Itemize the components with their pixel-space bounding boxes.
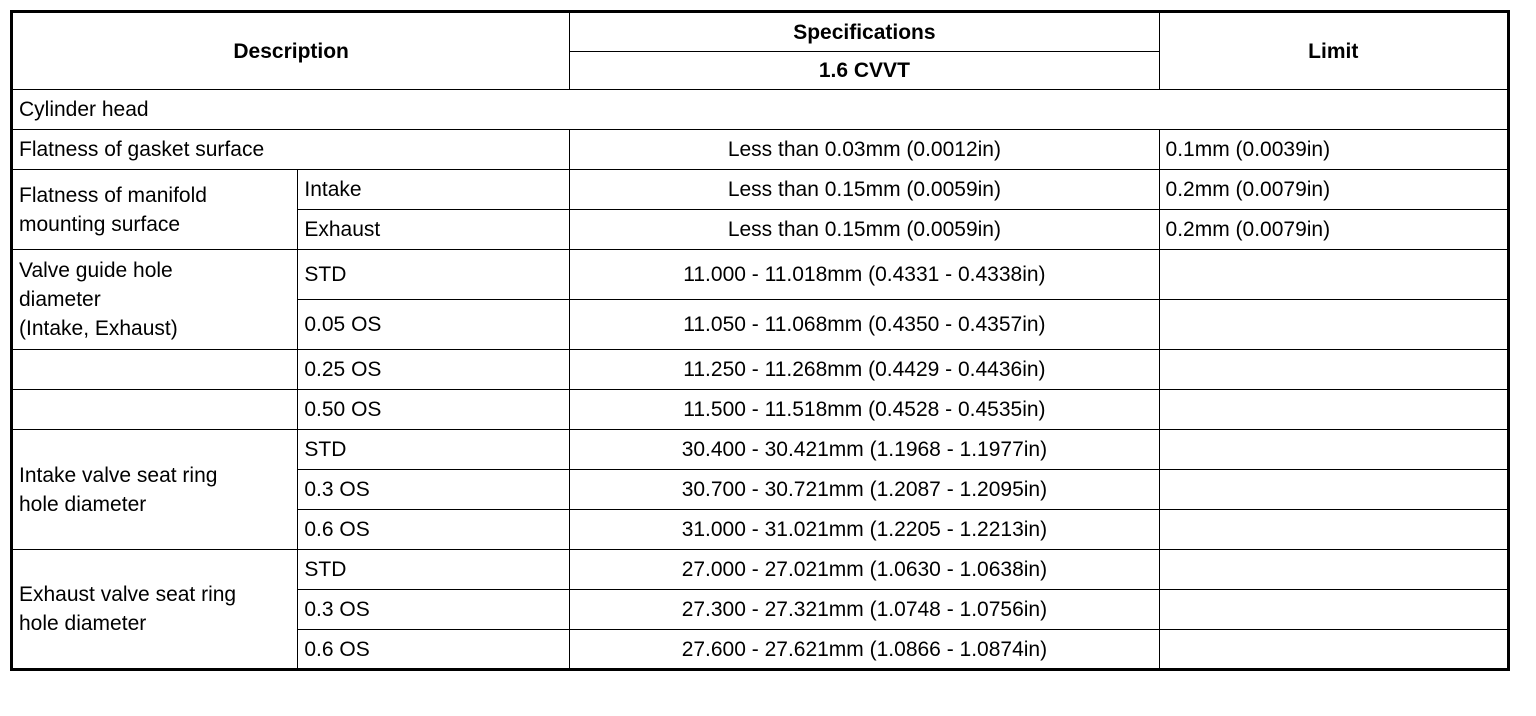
- row-spec: 11.500 - 11.518mm (0.4528 - 0.4535in): [570, 390, 1159, 430]
- row-limit: [1159, 550, 1508, 590]
- row-sub: 0.25 OS: [298, 350, 570, 390]
- row-spec: Less than 0.03mm (0.0012in): [570, 130, 1159, 170]
- table-row: [12, 390, 1509, 430]
- row-spec: 30.700 - 30.721mm (1.2087 - 1.2095in): [570, 470, 1159, 510]
- row-label: [12, 390, 298, 430]
- header-limit: Limit: [1159, 12, 1508, 90]
- row-label: Flatness of gasket surface: [12, 130, 570, 170]
- row-sub: Exhaust: [298, 210, 570, 250]
- row-limit: [1159, 390, 1508, 430]
- header-variant: 1.6 CVVT: [570, 52, 1159, 90]
- table-row: [12, 130, 1509, 170]
- row-limit: [1159, 300, 1508, 350]
- table-row: [12, 430, 1509, 470]
- row-limit: 0.2mm (0.0079in): [1159, 210, 1508, 250]
- row-sub: 0.50 OS: [298, 390, 570, 430]
- row-spec: 27.600 - 27.621mm (1.0866 - 1.0874in): [570, 630, 1159, 670]
- header-row: [12, 12, 1509, 52]
- row-limit: [1159, 350, 1508, 390]
- row-spec: Less than 0.15mm (0.0059in): [570, 170, 1159, 210]
- table-row: [12, 350, 1509, 390]
- row-spec: 30.400 - 30.421mm (1.1968 - 1.1977in): [570, 430, 1159, 470]
- row-sub: 0.3 OS: [298, 470, 570, 510]
- table-row: [12, 250, 1509, 300]
- row-limit: [1159, 590, 1508, 630]
- row-spec: 11.000 - 11.018mm (0.4331 - 0.4338in): [570, 250, 1159, 300]
- row-limit: [1159, 630, 1508, 670]
- row-sub: 0.3 OS: [298, 590, 570, 630]
- row-limit: 0.1mm (0.0039in): [1159, 130, 1508, 170]
- row-spec: 11.050 - 11.068mm (0.4350 - 0.4357in): [570, 300, 1159, 350]
- row-label: Flatness of manifold mounting surface: [12, 170, 298, 250]
- row-label: Exhaust valve seat ring hole diameter: [12, 550, 298, 670]
- row-sub: STD: [298, 250, 570, 300]
- row-limit: [1159, 470, 1508, 510]
- row-label: Valve guide hole diameter (Intake, Exhaust): [12, 250, 298, 350]
- row-label: [12, 350, 298, 390]
- table-row: [12, 170, 1509, 210]
- row-sub: Intake: [298, 170, 570, 210]
- row-label: Intake valve seat ring hole diameter: [12, 430, 298, 550]
- row-sub: 0.05 OS: [298, 300, 570, 350]
- section-row: [12, 90, 1509, 130]
- row-sub: STD: [298, 430, 570, 470]
- row-limit: 0.2mm (0.0079in): [1159, 170, 1508, 210]
- row-limit: [1159, 430, 1508, 470]
- row-sub: 0.6 OS: [298, 510, 570, 550]
- section-title: Cylinder head: [12, 90, 1509, 130]
- row-spec: 27.000 - 27.021mm (1.0630 - 1.0638in): [570, 550, 1159, 590]
- row-sub: 0.6 OS: [298, 630, 570, 670]
- row-spec: 11.250 - 11.268mm (0.4429 - 0.4436in): [570, 350, 1159, 390]
- row-limit: [1159, 250, 1508, 300]
- header-description: Description: [12, 12, 570, 90]
- row-spec: 27.300 - 27.321mm (1.0748 - 1.0756in): [570, 590, 1159, 630]
- row-spec: Less than 0.15mm (0.0059in): [570, 210, 1159, 250]
- spec-table: [10, 10, 1510, 671]
- header-specifications: Specifications: [570, 12, 1159, 52]
- table-row: [12, 550, 1509, 590]
- row-spec: 31.000 - 31.021mm (1.2205 - 1.2213in): [570, 510, 1159, 550]
- row-sub: STD: [298, 550, 570, 590]
- row-limit: [1159, 510, 1508, 550]
